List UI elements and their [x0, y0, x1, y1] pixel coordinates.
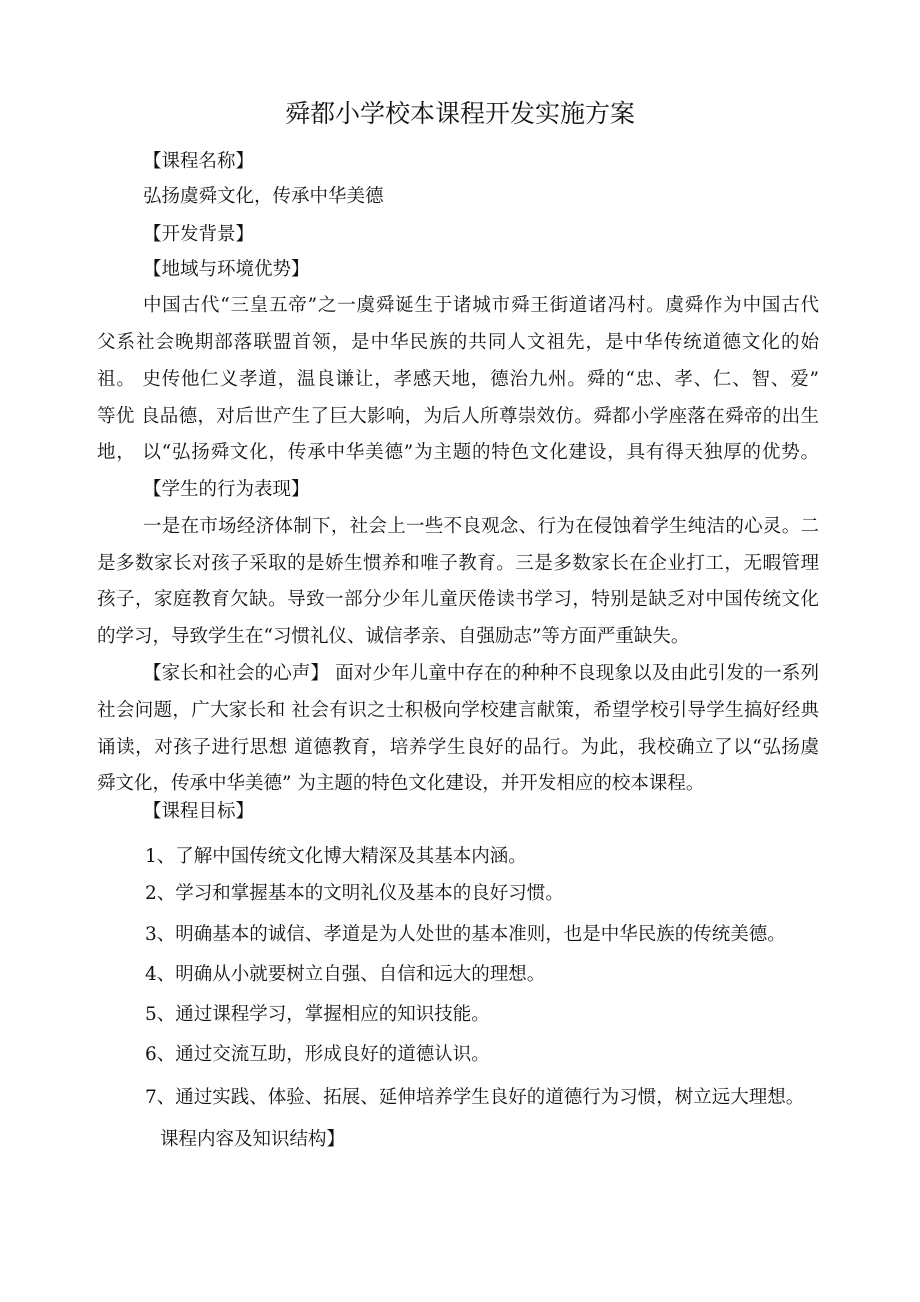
paragraph-line: 【家长和社会的心声】 面对少年儿童中存在的种种不良现象以及由此引发的一系列	[143, 663, 819, 684]
paragraph-line: 孩子，家庭教育欠缺。导致一部分少年儿童厌倦读书学习，特别是缺乏对中国传统文化	[97, 589, 819, 610]
paragraph-line: 诵读，对孩子进行思想 道德教育，培养学生良好的品行。为此，我校确立了以“弘扬虞	[97, 737, 819, 758]
heading-course-name: 【课程名称】	[143, 151, 255, 172]
goal-item: 1、了解中国传统文化博大精深及其基本内涵。	[145, 846, 527, 867]
goal-item: 3、明确基本的诚信、孝道是为人处世的基本准则，也是中华民族的传统美德。	[145, 924, 786, 945]
paragraph-line: 的学习，导致学生在“习惯礼仪、诚信孝亲、自强励志”等方面严重缺失。	[97, 626, 690, 647]
heading-region: 【地域与环境优势】	[143, 259, 310, 280]
goal-item: 6、通过交流互助，形成良好的道德认识。	[145, 1044, 490, 1065]
heading-content: 课程内容及知识结构】	[160, 1129, 346, 1150]
paragraph-line: 地， 以“弘扬舜文化，传承中华美德”为主题的特色文化建设，具有得天独厚的优势。	[97, 442, 819, 463]
heading-student: 【学生的行为表现】	[143, 479, 310, 500]
goal-item: 7、通过实践、体验、拓展、延伸培养学生良好的道德行为习惯，树立远大理想。	[145, 1087, 805, 1108]
goal-item: 4、明确从小就要树立自强、自信和远大的理想。	[145, 964, 546, 985]
paragraph-line: 是多数家长对孩子采取的是娇生惯养和唯子教育。三是多数家长在企业打工，无暇管理	[97, 553, 819, 574]
paragraph-line: 父系社会晚期部落联盟首领，是中华民族的共同人文祖先，是中华传统道德文化的始	[97, 332, 819, 353]
heading-background: 【开发背景】	[143, 224, 255, 245]
paragraph-line: 一是在市场经济体制下，社会上一些不良观念、行为在侵蚀着学生纯洁的心灵。二	[143, 516, 819, 537]
paragraph-line: 祖。 史传他仁义孝道，温良谦让，孝感天地，德治九州。舜的“忠、孝、仁、智、爱”	[97, 369, 819, 390]
heading-goals: 【课程目标】	[143, 801, 255, 822]
goal-item: 5、通过课程学习，掌握相应的知识技能。	[145, 1004, 490, 1025]
paragraph-line: 舜文化，传承中华美德” 为主题的特色文化建设，并开发相应的校本课程。	[97, 773, 705, 794]
page-title: 舜都小学校本课程开发实施方案	[284, 99, 635, 128]
paragraph-line: 社会问题，广大家长和 社会有识之士积极向学校建言献策，希望学校引导学生搞好经典	[97, 700, 819, 721]
paragraph-line: 等优 良品德，对后世产生了巨大影响，为后人所尊崇效仿。舜都小学座落在舜帝的出生	[97, 406, 819, 427]
goal-item: 2、学习和掌握基本的文明礼仪及基本的良好习惯。	[145, 883, 564, 904]
course-name: 弘扬虞舜文化，传承中华美德	[143, 186, 384, 207]
paragraph-line: 中国古代“三皇五帝”之一虞舜诞生于诸城市舜王街道诸冯村。虞舜作为中国古代	[143, 295, 819, 316]
